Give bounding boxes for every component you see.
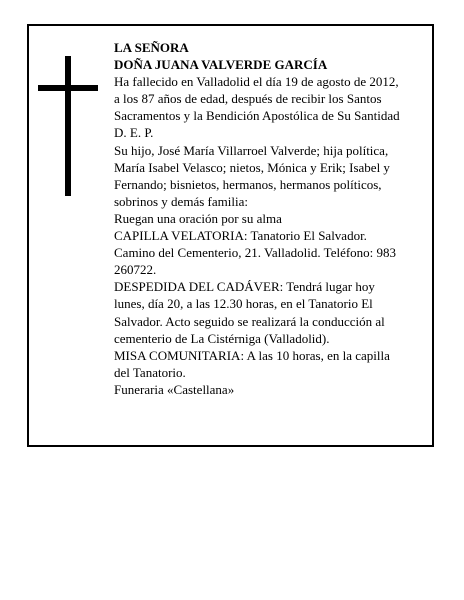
notice-line: cementerio de La Cistérniga (Valladolid). (114, 330, 330, 346)
notice-line: sobrinos y demás familia: (114, 193, 248, 209)
notice-line: del Tanatorio. (114, 364, 186, 380)
notice-line: Ruegan una oración por su alma (114, 210, 282, 226)
notice-line: a los 87 años de edad, después de recibir los Santos (114, 91, 382, 107)
notice-line: CAPILLA VELATORIA: Tanatorio El Salvador. (114, 228, 367, 244)
notice-line: D. E. P. (114, 125, 154, 141)
funeral-home-line: Funeraria «Castellana» (114, 381, 235, 397)
notice-line: Camino del Cementerio, 21. Valladolid. Teléfono: 983 (114, 245, 397, 261)
notice-line: María Isabel Velasco; nietos, Mónica y Erik; Isabel y (114, 159, 390, 175)
deceased-title: LA SEÑORA (114, 40, 189, 55)
notice-line: DESPEDIDA DEL CADÁVER: Tendrá lugar hoy (114, 279, 375, 295)
notice-line: Sacramentos y la Bendición Apostólica de Su Santidad (114, 108, 400, 124)
notice-line: 260722. (114, 262, 157, 278)
obituary-text (114, 39, 426, 398)
notice-line: Fernando; bisnietos, hermanos, hermanos políticos, (114, 176, 382, 192)
notice-line: Salvador. Acto seguido se realizará la conducción al (114, 313, 385, 329)
notice-line: Ha fallecido en Valladolid el día 19 de agosto de 2012, (114, 74, 399, 90)
notice-line: Su hijo, José María Villarroel Valverde; hija política, (114, 142, 389, 158)
cross-icon (38, 56, 98, 196)
notice-line: lunes, día 20, a las 12.30 horas, en el Tanatorio El (114, 296, 373, 312)
notice-line: MISA COMUNITARIA: A las 10 horas, en la capilla (114, 347, 390, 363)
cross-vertical-bar (65, 56, 71, 196)
cross-horizontal-bar (38, 85, 98, 91)
deceased-name: DOÑA JUANA VALVERDE GARCÍA (114, 57, 328, 73)
